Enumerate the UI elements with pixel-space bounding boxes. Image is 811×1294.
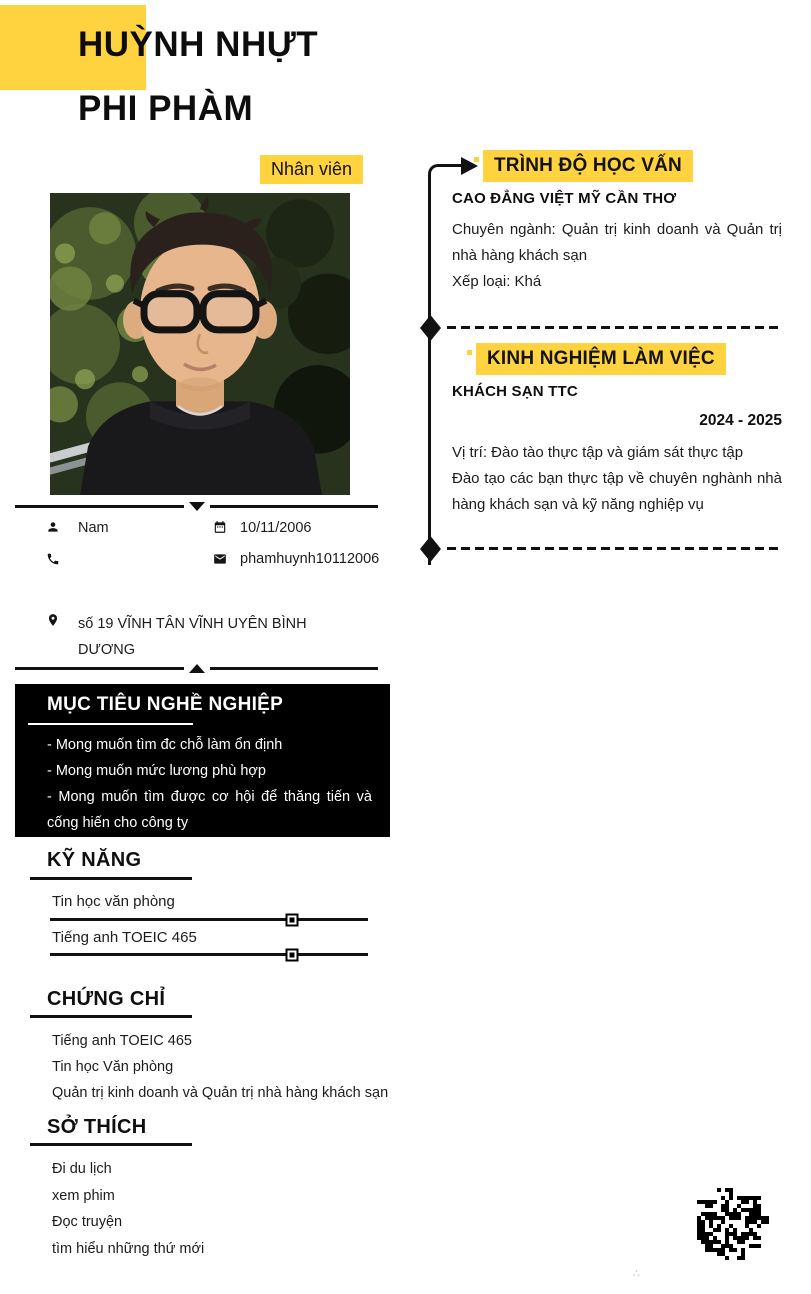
skill-bar — [50, 953, 368, 956]
hobbies-list — [52, 1156, 204, 1262]
divider-line — [210, 667, 379, 670]
skills-heading: KỸ NĂNG — [47, 849, 142, 871]
divider-line — [15, 505, 184, 508]
experience-period: 2024 - 2025 — [699, 412, 782, 429]
certificates-heading: CHỨNG CHỈ — [47, 988, 166, 1010]
education-details — [452, 217, 782, 295]
marker-dot — [289, 952, 294, 957]
phone-icon — [46, 552, 60, 566]
objective-item: - Mong muốn tìm được cơ hội để thăng tiến và cống hiến cho công ty — [47, 789, 372, 831]
experience-heading-label: KINH NGHIỆM LÀM VIỆC — [487, 348, 715, 369]
heading-underline — [28, 723, 193, 725]
job-title-badge: Nhân viên — [260, 155, 363, 184]
skill-label: Tin học văn phòng — [52, 893, 175, 910]
experience-company: KHÁCH SẠN TTC — [452, 383, 578, 400]
name-line-1: HUỲNH NHỰT — [78, 25, 319, 64]
divider-line — [210, 505, 379, 508]
experience-heading — [476, 343, 726, 375]
dashed-separator — [447, 547, 781, 550]
qr-code — [697, 1188, 769, 1260]
calendar-icon — [213, 520, 227, 534]
hobby-item: xem phim — [52, 1187, 115, 1204]
triangle-up-icon — [189, 664, 205, 673]
portrait-illustration — [50, 193, 350, 495]
address-value: số 19 VĨNH TÂN VĨNH UYÊN BÌNH DƯƠNG — [78, 616, 307, 658]
email-value: phamhuynh10112006 — [240, 551, 380, 567]
skill-bar — [50, 918, 368, 921]
objective-heading: MỤC TIÊU NGHỀ NGHIỆP — [47, 694, 284, 715]
heading-underline — [30, 877, 192, 880]
location-pin-icon — [46, 613, 60, 627]
footer-mark: ∴ — [633, 1268, 642, 1280]
hobbies-heading: SỞ THÍCH — [47, 1116, 147, 1138]
skill-level-marker — [285, 913, 298, 926]
certificate-item: Quản trị kinh doanh và Quản trị nhà hàng khách sạn — [52, 1085, 389, 1101]
page-title — [78, 13, 318, 141]
person-icon — [46, 520, 60, 534]
skill-label: Tiếng anh TOEIC 465 — [52, 929, 197, 946]
profile-photo — [50, 193, 350, 495]
objective-section — [15, 684, 390, 837]
dashed-separator — [447, 326, 781, 329]
experience-position: Vị trí: Đào tào thực tập và giám sát thực tập — [452, 444, 744, 461]
education-heading — [483, 150, 693, 182]
education-major: Chuyên ngành: Quản trị kinh doanh và Quản trị nhà hàng khách sạn — [452, 221, 782, 264]
heading-underline — [30, 1015, 192, 1018]
envelope-icon — [213, 552, 227, 566]
experience-description: Đào tạo các bạn thực tập về chuyên nghành nhà hàng khách sạn và kỹ năng nghiệp vụ — [452, 470, 782, 513]
skill-level-marker — [285, 948, 298, 961]
birthday-value: 10/11/2006 — [240, 520, 312, 536]
divider-line — [15, 667, 184, 670]
name-line-2: PHI PHÀM — [78, 89, 254, 128]
contact-divider-bottom — [15, 663, 378, 673]
contact-divider-top — [15, 501, 378, 511]
objective-item: - Mong muốn mức lương phù hợp — [47, 763, 266, 779]
certificate-item: Tiếng anh TOEIC 465 — [52, 1033, 192, 1049]
triangle-down-icon — [189, 502, 205, 511]
gender-value: Nam — [78, 520, 109, 536]
heading-underline — [30, 1143, 192, 1146]
certificates-list — [52, 1028, 388, 1106]
education-school: CAO ĐẲNG VIỆT MỸ CẦN THƠ — [452, 190, 677, 207]
experience-details — [452, 440, 782, 518]
objective-item: - Mong muốn tìm đc chỗ làm ổn định — [47, 737, 283, 753]
education-grade: Xếp loại: Khá — [452, 273, 542, 290]
hobby-item: Đọc truyện — [52, 1214, 123, 1230]
marker-dot — [289, 917, 294, 922]
hobby-item: Đi du lịch — [52, 1161, 112, 1177]
certificate-item: Tin học Văn phòng — [52, 1059, 174, 1075]
hobby-item: tìm hiểu những thứ mới — [52, 1240, 205, 1257]
education-heading-label: TRÌNH ĐỘ HỌC VẤN — [494, 155, 682, 176]
